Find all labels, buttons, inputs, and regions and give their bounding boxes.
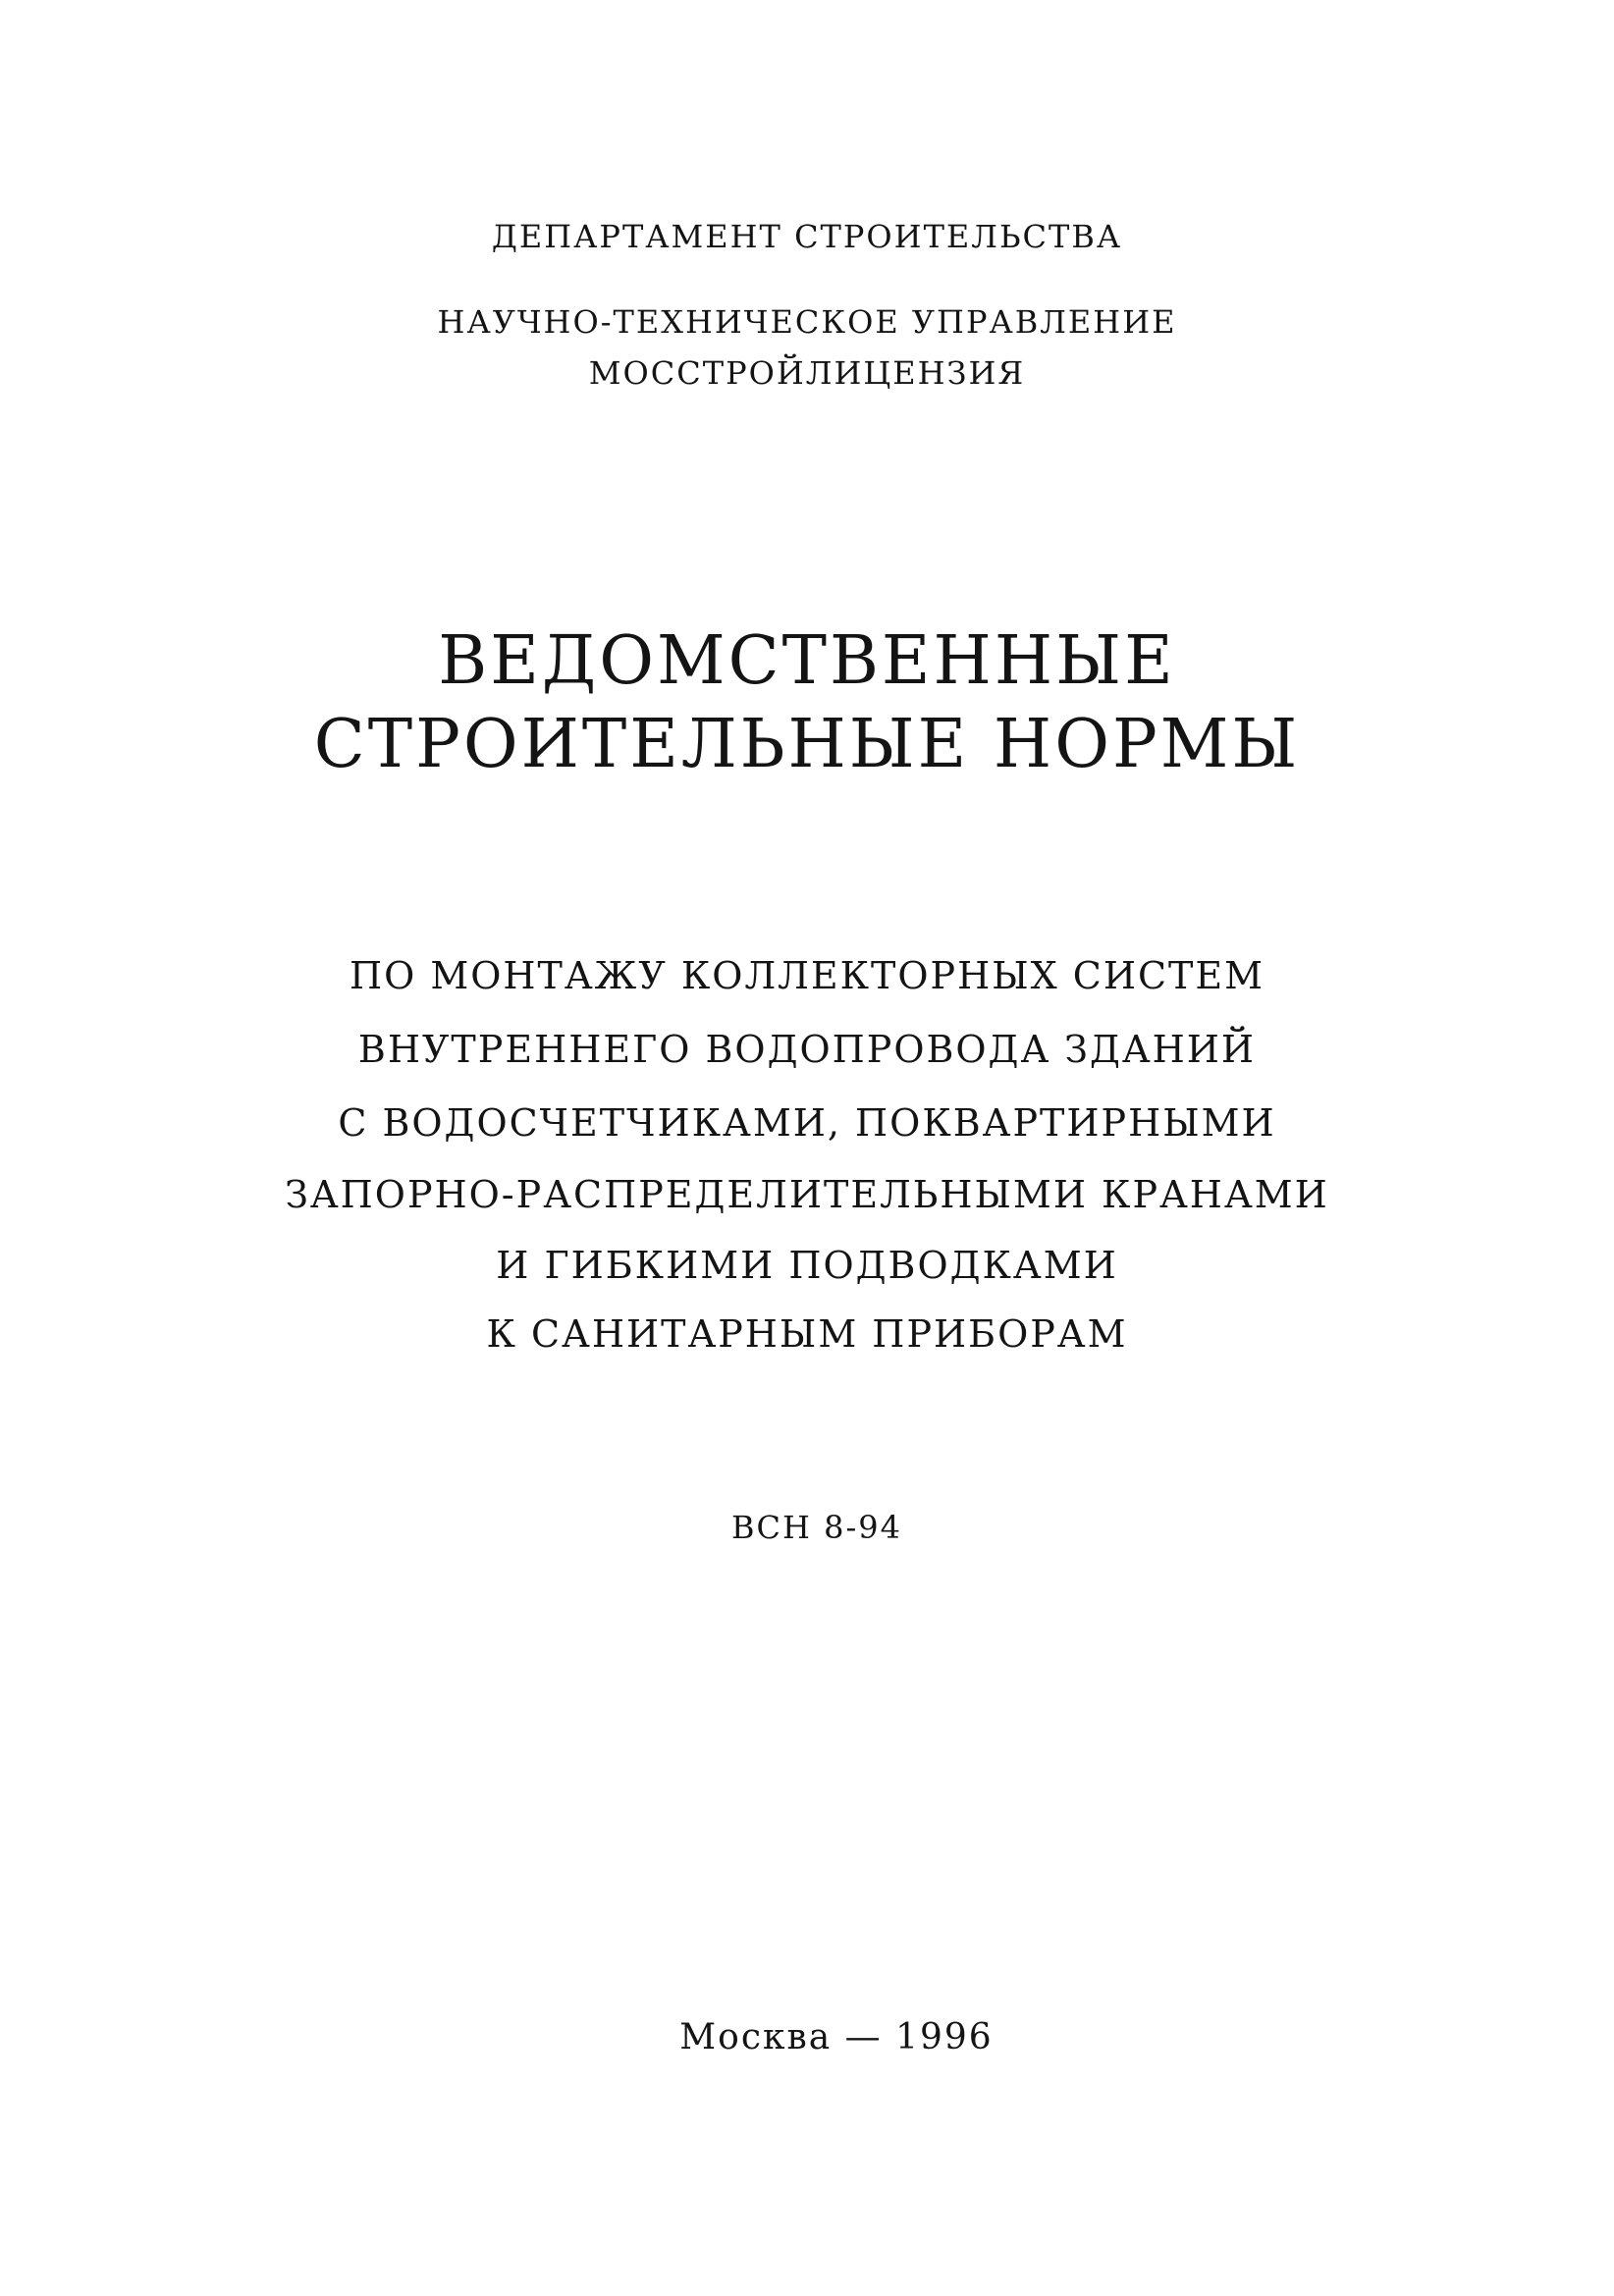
subtitle-line-6: К САНИТАРНЫМ ПРИБОРАМ	[486, 1312, 1128, 1356]
document-title-line-1: ВЕДОМСТВЕННЫЕ	[438, 622, 1176, 700]
subtitle-line-5: И ГИБКИМИ ПОДВОДКАМИ	[496, 1244, 1118, 1287]
imprint-place-year: Москва — 1996	[679, 2017, 994, 2057]
subtitle-line-1: ПО МОНТАЖУ КОЛЛЕКТОРНЫХ СИСТЕМ	[349, 954, 1265, 997]
agency-name: МОССТРОЙЛИЦЕНЗИЯ	[588, 354, 1026, 392]
subtitle-line-2: ВНУТРЕННЕГО ВОДОПРОВОДА ЗДАНИЙ	[357, 1028, 1257, 1071]
department-name: ДЕПАРТАМЕНТ СТРОИТЕЛЬСТВА	[491, 218, 1123, 255]
document-title-line-2: СТРОИТЕЛЬНЫЕ НОРМЫ	[313, 706, 1301, 783]
directorate-name: НАУЧНО-ТЕХНИЧЕСКОЕ УПРАВЛЕНИЕ	[437, 303, 1177, 341]
subtitle-line-3: С ВОДОСЧЕТЧИКАМИ, ПОКВАРТИРНЫМИ	[338, 1101, 1276, 1145]
subtitle-line-4: ЗАПОРНО-РАСПРЕДЕЛИТЕЛЬНЫМИ КРАНАМИ	[285, 1173, 1329, 1216]
document-code: ВСН 8-94	[731, 1509, 902, 1546]
